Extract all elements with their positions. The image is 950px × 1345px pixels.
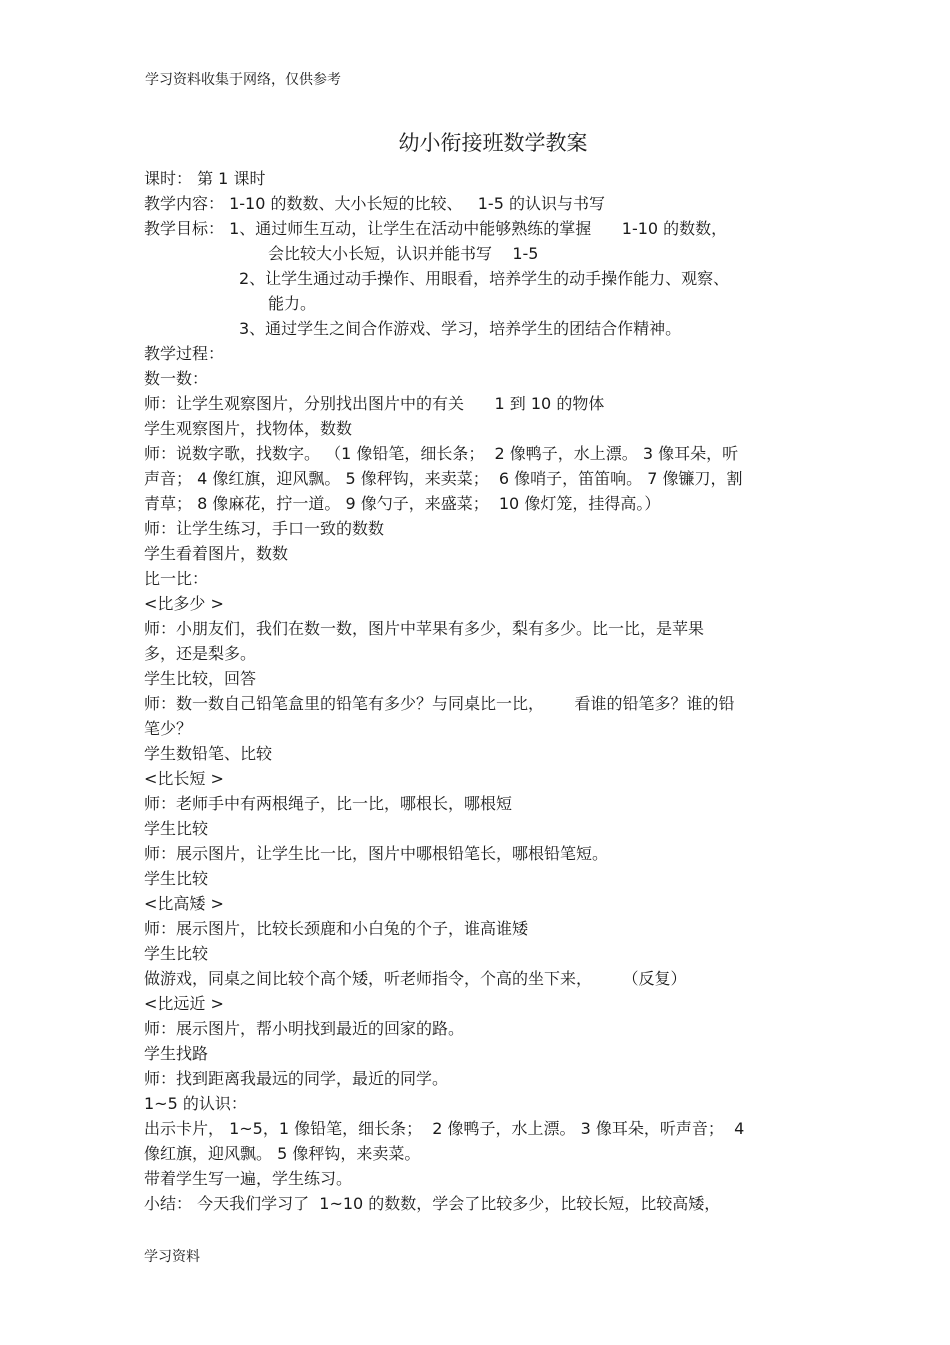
- text-line: 师：让学生练习，手口一致的数数: [144, 519, 385, 538]
- text-line: 数一数：: [144, 369, 209, 388]
- text-line: 出示卡片， 1~5，1 像铅笔，细长条； 2 像鸭子，水上漂。 3 像耳朵，听声音； 4: [144, 1119, 745, 1138]
- text-line: 教学目标： 1、通过师生互动，让学生在活动中能够熟练的掌握 1-10 的数数，: [144, 219, 728, 238]
- text-line: 会比较大小长短，认识并能书写 1-5: [268, 244, 539, 263]
- text-line: 学生观察图片，找物体，数数: [144, 419, 353, 438]
- text-line: 师：让学生观察图片，分别找出图片中的有关 1 到 10 的物体: [144, 394, 605, 413]
- text-line: <比长短 >: [144, 769, 224, 788]
- text-line: 青草； 8 像麻花，拧一道。 9 像勺子，来盛菜； 10 像灯笼，挂得高。）: [144, 494, 661, 513]
- text-line: 学生数铅笔、比较: [144, 744, 273, 763]
- text-line: 3、通过学生之间合作游戏、学习，培养学生的团结合作精神。: [239, 319, 682, 338]
- text-line: 师：展示图片，让学生比一比，图片中哪根铅笔长，哪根铅笔短。: [144, 844, 609, 863]
- text-line: 教学内容： 1-10 的数数、大小长短的比较、 1-5 的认识与书写: [144, 194, 605, 213]
- text-line: 学生比较，回答: [144, 669, 257, 688]
- text-line: <比多少 >: [144, 594, 224, 613]
- text-line: 2、让学生通过动手操作、用眼看，培养学生的动手操作能力、观察、: [239, 269, 730, 288]
- document-title: 幼小衔接班数学教案: [398, 131, 588, 155]
- text-line: 像红旗，迎风飘。 5 像秤钩，来卖菜。: [144, 1144, 421, 1163]
- text-line: 1~5 的认识：: [144, 1094, 247, 1113]
- text-line: 师：找到距离我最远的同学，最近的同学。: [144, 1069, 449, 1088]
- text-line: 能力。: [268, 294, 317, 313]
- text-line: 学生比较: [144, 819, 209, 838]
- text-line: 笔少？: [144, 719, 193, 738]
- text-line: 小结： 今天我们学习了 1~10 的数数，学会了比较多少，比较长短，比较高矮，: [144, 1194, 721, 1213]
- text-line: 比一比：: [144, 569, 209, 588]
- text-line: 师：说数字歌，找数字。 （1 像铅笔，细长条； 2 像鸭子，水上漂。 3 像耳朵，听: [144, 444, 739, 463]
- text-line: 师：老师手中有两根绳子，比一比，哪根长，哪根短: [144, 794, 513, 813]
- text-line: 师：展示图片，帮小明找到最近的回家的路。: [144, 1019, 465, 1038]
- text-line: 学生找路: [144, 1044, 209, 1063]
- text-line: 学生比较: [144, 869, 209, 888]
- page-footer: 学习资料: [144, 1249, 200, 1265]
- text-line: 师：展示图片，比较长颈鹿和小白兔的个子，谁高谁矮: [144, 919, 529, 938]
- text-line: 师：小朋友们，我们在数一数，图片中苹果有多少，梨有多少。比一比，是苹果: [144, 619, 705, 638]
- text-line: 多，还是梨多。: [144, 644, 257, 663]
- text-line: 师：数一数自己铅笔盒里的铅笔有多少？与同桌比一比， 看谁的铅笔多？谁的铅: [144, 694, 735, 713]
- text-line: 学生比较: [144, 944, 209, 963]
- text-line: <比高矮 >: [144, 894, 224, 913]
- text-line: 课时： 第 1 课时: [144, 169, 266, 188]
- text-line: 学生看着图片，数数: [144, 544, 289, 563]
- text-line: 声音； 4 像红旗，迎风飘。 5 像秤钩，来卖菜； 6 像哨子，笛笛响。 7 像镰刀，割: [144, 469, 743, 488]
- page-header: 学习资料收集于网络，仅供参考: [145, 72, 341, 88]
- text-line: <比远近 >: [144, 994, 224, 1013]
- text-line: 带着学生写一遍，学生练习。: [144, 1169, 353, 1188]
- text-line: 教学过程：: [144, 344, 225, 363]
- text-line: 做游戏，同桌之间比较个高个矮，听老师指令，个高的坐下来， （反复）: [144, 969, 687, 988]
